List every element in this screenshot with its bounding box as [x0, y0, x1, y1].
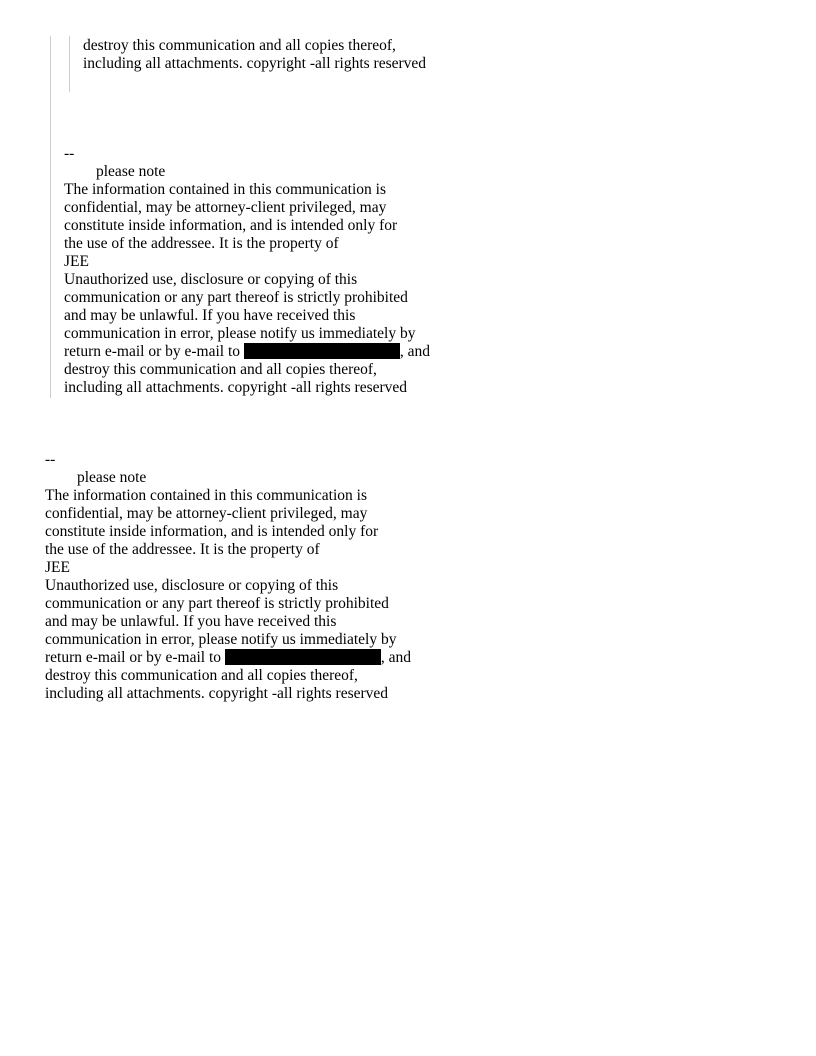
quoted-disclaimer-footer: [64, 145, 430, 397]
redacted-email: [244, 343, 400, 359]
disclaimer-text: return e-mail or by e-mail to: [64, 343, 244, 360]
disclaimer-line: destroy this communication and all copies thereof,: [83, 37, 396, 54]
disclaimer-line-email: [45, 649, 411, 667]
quoted-disclaimer-tail: [83, 37, 426, 73]
disclaimer-line: communication in error, please notify us immediately by: [64, 325, 416, 342]
disclaimer-line: including all attachments. copyright -all rights reserved: [64, 379, 408, 396]
disclaimer-line: the use of the addressee. It is the property of: [45, 541, 320, 558]
disclaimer-line: constitute inside information, and is intended only for: [45, 523, 379, 540]
quote-bar-outer: [50, 36, 51, 398]
disclaimer-text: , and: [380, 649, 412, 666]
disclaimer-text: , and: [399, 343, 431, 360]
disclaimer-line: including all attachments. copyright -all rights reserved: [83, 55, 427, 72]
disclaimer-line: The information contained in this communication is: [45, 487, 367, 504]
signature-separator: --: [64, 145, 75, 162]
disclaimer-line: and may be unlawful. If you have received this: [45, 613, 337, 630]
company-name: JEE: [45, 559, 70, 576]
company-name: JEE: [64, 253, 89, 270]
disclaimer-line: communication or any part thereof is strictly prohibited: [45, 595, 389, 612]
disclaimer-line: communication in error, please notify us immediately by: [45, 631, 397, 648]
disclaimer-line: Unauthorized use, disclosure or copying of this: [45, 577, 339, 594]
disclaimer-footer: [45, 451, 411, 703]
disclaimer-line: communication or any part thereof is strictly prohibited: [64, 289, 408, 306]
quote-bar-inner: [69, 36, 70, 92]
disclaimer-line: The information contained in this communication is: [64, 181, 386, 198]
disclaimer-line-email: [64, 343, 430, 361]
disclaimer-line: confidential, may be attorney-client privileged, may: [64, 199, 387, 216]
disclaimer-line: the use of the addressee. It is the property of: [64, 235, 339, 252]
disclaimer-line: confidential, may be attorney-client privileged, may: [45, 505, 368, 522]
disclaimer-line: Unauthorized use, disclosure or copying of this: [64, 271, 358, 288]
please-note-heading: please note: [77, 469, 147, 486]
disclaimer-line: including all attachments. copyright -all rights reserved: [45, 685, 389, 702]
disclaimer-line: destroy this communication and all copies thereof,: [45, 667, 358, 684]
redacted-email: [225, 649, 381, 665]
please-note-heading: please note: [96, 163, 166, 180]
disclaimer-text: return e-mail or by e-mail to: [45, 649, 225, 666]
disclaimer-line: constitute inside information, and is intended only for: [64, 217, 398, 234]
disclaimer-line: destroy this communication and all copies thereof,: [64, 361, 377, 378]
signature-separator: --: [45, 451, 56, 468]
disclaimer-line: and may be unlawful. If you have received this: [64, 307, 356, 324]
